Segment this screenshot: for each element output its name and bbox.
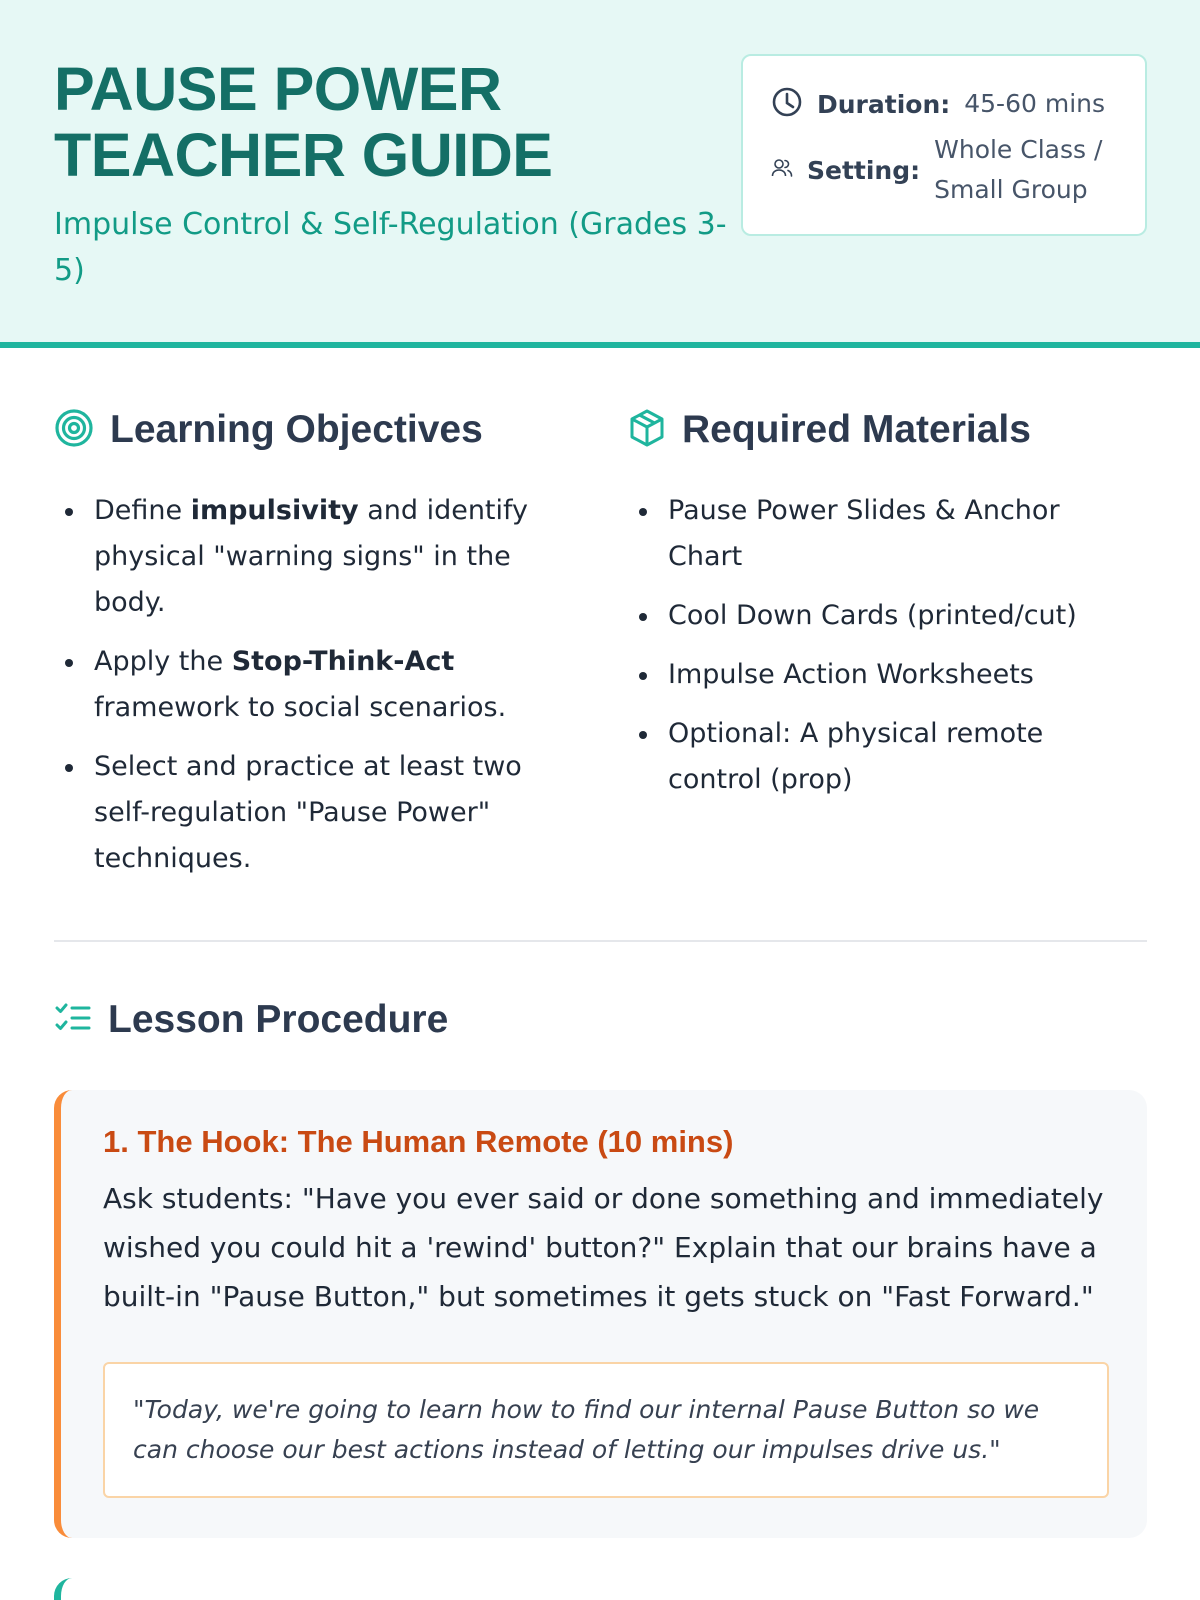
setting-value <box>934 130 1102 210</box>
target-icon <box>54 408 94 452</box>
procedure-heading-text: Lesson Procedure <box>108 998 449 1041</box>
list-item: Pause Power Slides & Anchor Chart <box>628 488 1128 580</box>
objectives-heading <box>54 408 483 452</box>
page-subtitle: Impulse Control & Self-Regulation (Grades 3-5) <box>54 207 727 288</box>
page-header <box>0 0 1200 348</box>
next-step-card-edge <box>54 1578 94 1600</box>
list-item: Cool Down Cards (printed/cut) <box>628 593 1128 639</box>
list-item: Select and practice at least two self-regulation "Pause Power" techniques. <box>54 744 554 882</box>
setting-label: Setting: <box>807 155 921 185</box>
quote-text: "Today, we're going to learn how to find our internal Pause Button so we can choose our best actions instead of letting our impulses drive us." <box>133 1395 1040 1464</box>
page-title <box>54 56 694 188</box>
checklist-icon <box>54 1001 92 1039</box>
list-item: Impulse Action Worksheets <box>628 652 1128 698</box>
teacher-script-quote <box>103 1362 1109 1498</box>
page-title-line1: PAUSE POWER <box>54 55 502 123</box>
box-icon <box>628 408 666 452</box>
page-title-line2: TEACHER GUIDE <box>54 121 553 189</box>
setting-value-line2: Small Group <box>934 175 1088 204</box>
list-item: Apply the Stop-Think-Act framework to social scenarios. <box>54 639 554 731</box>
list-item: Optional: A physical remote control (prop) <box>628 711 1128 803</box>
setting-row <box>771 130 1102 210</box>
procedure-heading <box>54 998 448 1042</box>
list-item: Define impulsivity and identify physical "warning signs" in the body. <box>54 488 554 626</box>
duration-row <box>771 84 1105 124</box>
objectives-list <box>54 488 554 895</box>
lesson-meta-card <box>741 54 1147 236</box>
materials-heading-text: Required Materials <box>682 408 1031 451</box>
step-body: Ask students: "Have you ever said or done something and immediately wished you could hit a 'rewind' button?" Explain that our brains have a built-in "Pause Button," but sometimes it gets stuck on "Fast Forward." <box>103 1182 1104 1313</box>
materials-list <box>628 488 1128 816</box>
setting-value-line1: Whole Class / <box>934 135 1103 164</box>
users-icon <box>771 157 793 183</box>
step-title: 1. The Hook: The Human Remote (10 mins) <box>103 1124 734 1159</box>
procedure-step-card <box>54 1090 1147 1538</box>
duration-value: 45-60 mins <box>964 89 1106 118</box>
duration-label: Duration: <box>817 89 951 119</box>
section-divider <box>54 940 1147 942</box>
objectives-heading-text: Learning Objectives <box>110 408 483 451</box>
clock-icon <box>771 86 803 122</box>
materials-heading <box>628 408 1031 452</box>
